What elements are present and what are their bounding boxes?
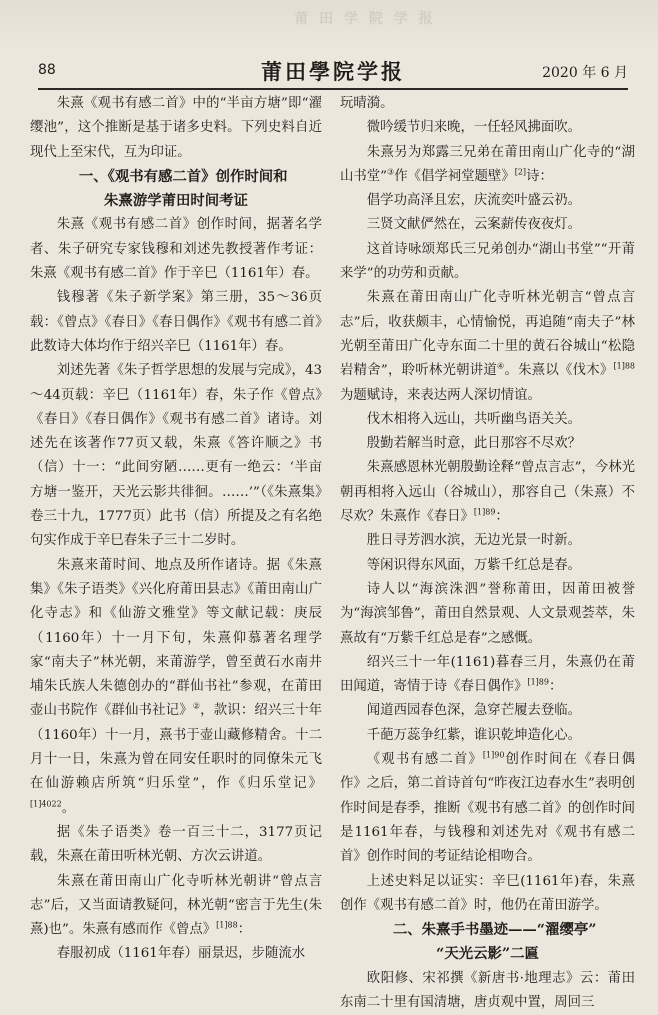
text-run: 一、《观书有感二首》创作时间和 [78,167,288,185]
text-run: 欧阳修、宋祁撰《新唐书·地理志》云：莆田东南二十里有国清塘，唐贞观中置，周回三 [340,970,635,1010]
text-run: 朱熹在莆田南山广化寺听林光朝言“曾点言志”后，收获颇丰，心情愉悦，再追随“南夫子”林光朝至莆田广化寺东面二十里的黄石谷城山“松隐岩精舍”，聆听林光朝讲道 [340,290,635,379]
right-column [340,92,635,1015]
text-run: 绍兴三十一年(1161)暮春三月，朱熹仍在莆田闻道，寄情于诗《春日偶作》 [340,654,635,695]
body-paragraph [340,286,635,407]
text-run: 朱熹《观书有感二首》中的“半亩方塘”即“濯缨池”，这个推断是基于诸多史料。下列史料自近现代上至宋代，互为印证。 [30,96,322,160]
poem-line [340,432,635,456]
body-paragraph [340,141,635,190]
citation-superscript: ④ [497,361,505,371]
text-run: “天光云影”二匾 [436,945,539,963]
section-heading [30,165,322,189]
journal-title: 莆田學院学报 [261,59,405,84]
text-run: ： [495,509,509,525]
body-paragraph [340,651,635,700]
text-run: 诗人以“海滨洙泗”誉称莆田，因莆田被誉为“海滨邹鲁”，莆田自然景观、人文景观荟萃，朱熹故有“万紫千红总是春”之感慨。 [340,581,635,646]
section-heading [30,189,322,213]
section-heading [340,918,635,942]
poem-line [340,724,635,748]
text-run: 二、朱熹手书墨迹——“濯缨亭” [392,921,597,939]
body-paragraph [30,213,322,286]
previous-page-bleed [0,0,658,52]
poem-line [340,213,635,237]
citation-superscript: ③ [387,167,395,177]
text-run: 钱穆著《朱子新学案》第三册，35～36页载：《曾点》《春日》《春日偶作》《观书有感二首》此数诗大体均作于绍兴辛巳（1161年）春。 [30,290,322,354]
text-run: 殷勤若解当时意，此日那容不尽欢？ [366,436,582,452]
paragraph-continuation [340,92,635,116]
body-paragraph [340,870,635,919]
text-run: 胜日寻芳泗水滨，无边光景一时新。 [366,533,582,549]
body-paragraph [340,748,635,869]
text-run: 等闲识得东风面，万紫千红总是春。 [366,557,582,573]
citation-superscript: ② [192,701,201,711]
left-column [30,92,322,967]
text-run: 春服初成（1161年春）丽景迟，步随流水 [56,946,306,962]
issue-date: 2020 年 6 月 [542,65,628,81]
text-run: 玩晴漪。 [340,96,394,111]
text-run: 刘述先著《朱子哲学思想的发展与完成》，43～44页载：辛巳（1161年）春，朱子作《曾点》《春日》《春日偶作》《观书有感二首》诸诗。刘述先在该著作77页又载，朱熹《答许顺之》书（信）十一：“此间穷陋……更有一绝云：‘半亩方塘一鉴开，天光云影共徘徊。……’”（《朱熹集》卷三十九，1777页）此书（信）所提及之有名绝句实作成于辛巳春朱子三十二岁时。 [30,363,322,549]
page-header [38,56,628,90]
poem-line [30,942,322,966]
text-run: 。 [61,800,76,816]
poem-line [340,116,635,140]
text-run: 微吟缓节归来晚，一任轻风拂面吹。 [366,120,582,136]
body-paragraph [30,821,322,870]
citation-superscript: [1]89 [527,677,549,687]
text-run: 创作时间在《春日偶作》之后，第二首诗首句“昨夜江边春水生”表明创作时间是春季，推断《观书有感二首》的创作时间是1161年春，与钱穆和刘述先对《观书有感二首》创作时间的考证结论相吻合。 [340,752,636,865]
body-paragraph [30,359,322,553]
text-run: 三贤文献俨然在，云案薪传夜夜灯。 [366,217,582,233]
text-run: 朱熹来莆时间、地点及所作诸诗。据《朱熹集》《朱子语类》《兴化府莆田县志》《莆田南山广化寺志》和《仙游文雅堂》等文献记载：庚辰（1160年）十一月下旬，朱熹仰慕著名理学家“南夫子”林光朝，来莆游学，曾至黄石水南井埔朱氏族人朱德创办的“群仙书社”参观，在莆田壶山书院作《群仙书社记》 [30,557,322,719]
poem-line [340,189,635,213]
body-paragraph [30,92,322,165]
text-run: 这首诗咏颂郑氏三兄弟创办“湖山书堂”“开莆来学”的功劳和贡献。 [340,241,635,282]
text-run: ： [237,922,252,938]
text-run: 朱熹另为郑露三兄弟在莆田南山广化寺的“湖山书堂” [340,144,635,184]
body-paragraph [340,578,635,651]
text-run: 倡学功高泽且宏，庆流奕叶盛云礽。 [366,193,582,209]
body-paragraph [30,870,322,943]
text-run: 千葩万蕊争红紫，谁识乾坤造化心。 [366,727,582,743]
text-run: 闻道西园春色深，急穿芒履去登临。 [366,703,582,719]
text-run: ： [548,679,563,695]
page-number: 88 [38,62,56,78]
text-run: 。朱熹以《伐木》 [504,363,614,379]
citation-superscript: [1]4022 [30,799,62,809]
poem-line [340,529,635,553]
citation-superscript: [1]88 [216,920,238,930]
text-run: 作《倡学祠堂题壁》 [394,168,515,184]
body-paragraph [30,286,322,359]
bleed-through-text: 莆 田 学 院 学 报 [294,11,436,27]
citation-superscript: [1]88 [613,361,636,371]
text-run: 据《朱子语类》卷一百三十二，3177页记载，朱熹在莆田听林光朝、方次云讲道。 [30,824,322,865]
text-run: 诗： [526,168,553,184]
body-paragraph [340,238,635,287]
text-run: 伐木相将入远山，共听幽鸟语关关。 [366,411,582,427]
text-run: 朱熹游学莆田时间考证 [104,192,248,210]
text-run: 朱熹感恩林光朝殷勤诠释“曾点言志”，今林光朝再相将入远山（谷城山），那容自己（朱熹）不尽欢？朱熹作《春日》 [340,460,635,525]
text-run: 朱熹在莆田南山广化寺听林光朝讲“曾点言志”后，又当面请教疑问，林光朝“密言于先生(朱熹)也”。朱熹有感而作《曾点》 [30,873,322,938]
poem-line [340,554,635,578]
text-run: 上述史料足以证实：辛巳(1161年)春，朱熹创作《观书有感二首》时，他仍在莆田游学。 [340,873,635,913]
poem-line [340,699,635,723]
body-paragraph [30,554,322,821]
body-paragraph [340,967,635,1015]
text-run: 为题赋诗，来表达两人深切情谊。 [340,387,541,403]
citation-superscript: [1]89 [473,507,496,517]
citation-superscript: [2] [514,167,527,177]
body-paragraph [340,456,635,529]
text-run: ，款识：绍兴三十年（1160年）十一月，熹书于壶山藏修精舍。十二月十一日，朱熹为曾在同安任职时的同僚朱元飞在仙游赖店所筑“归乐堂”，作《归乐堂记》 [30,703,323,792]
poem-line [340,408,635,432]
text-run: 朱熹《观书有感二首》创作时间，据著名学者、朱子研究专家钱穆和刘述先教授著作考证：朱熹《观书有感二首》作于辛巳（1161年）春。 [30,217,322,282]
citation-superscript: [1]90 [482,750,505,760]
text-run: 《观书有感二首》 [366,752,483,768]
section-heading [340,942,635,966]
